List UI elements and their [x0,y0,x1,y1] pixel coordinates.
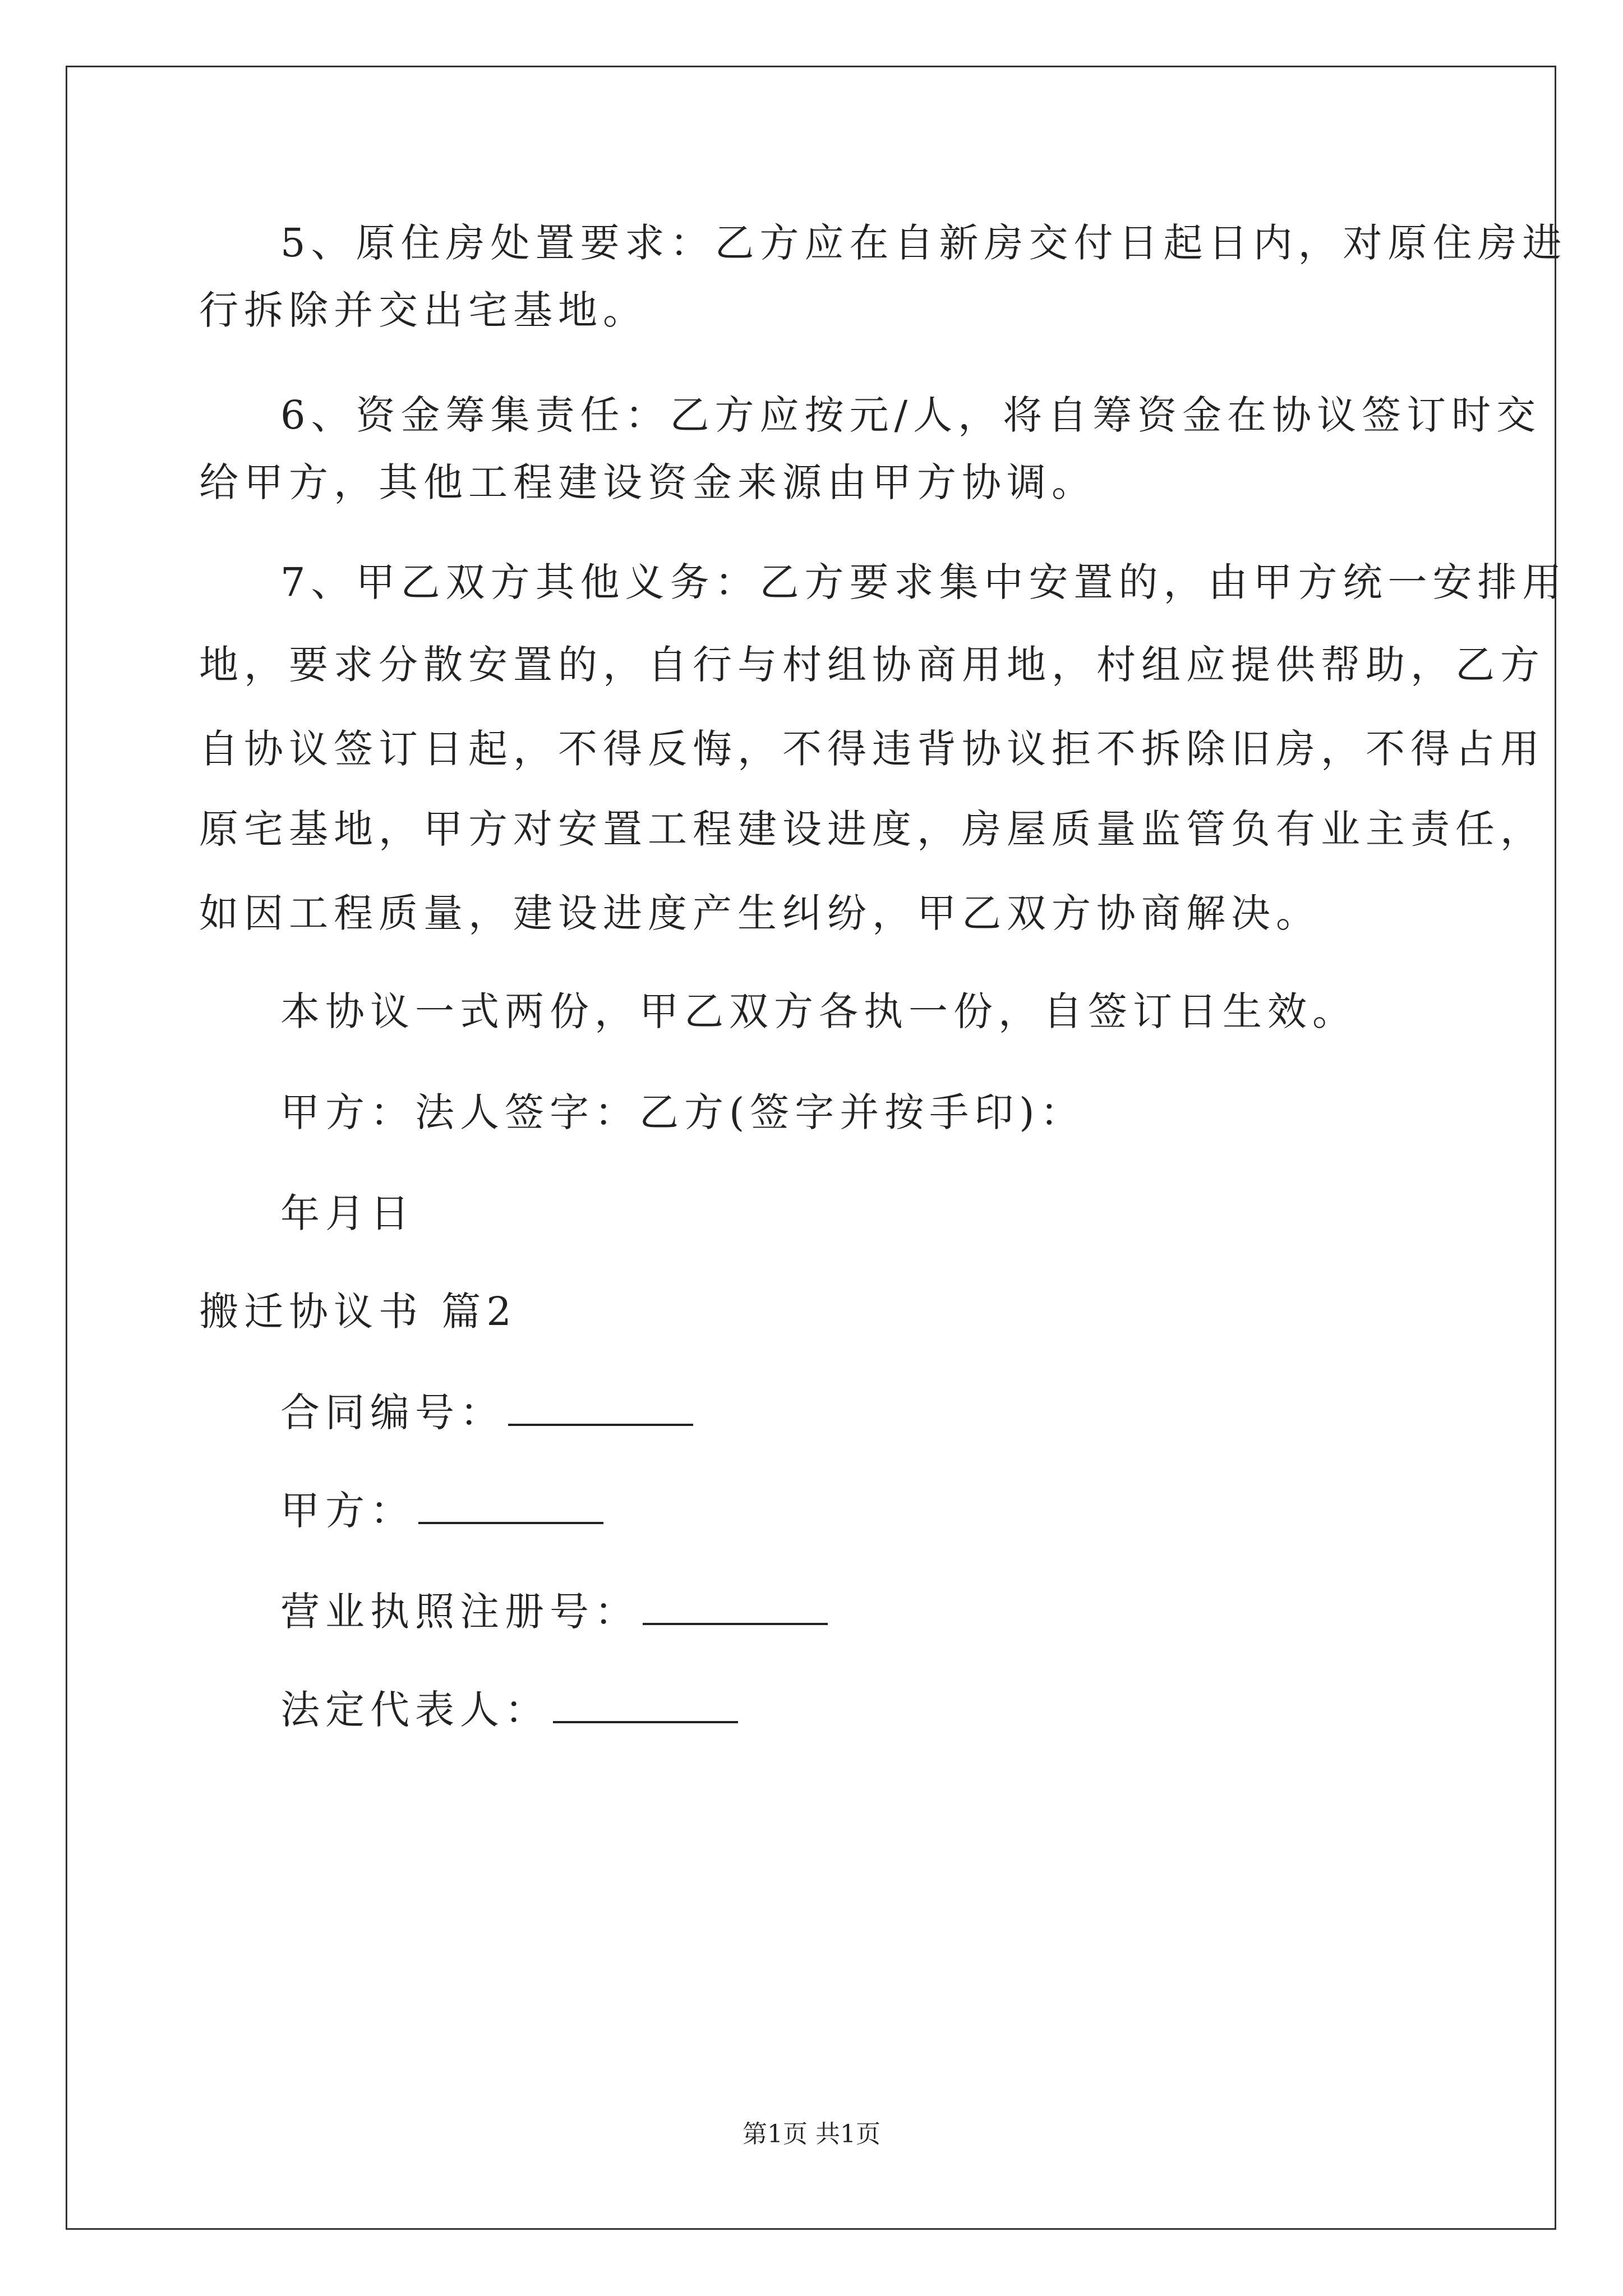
party-a-blank [418,1488,603,1524]
signature-line: 甲方：法人签字：乙方(签字并按手印)： [280,1089,1085,1135]
party-a-field [280,1485,603,1536]
field-label: 甲方： [280,1488,415,1534]
paragraph-line: 6、资金筹集责任：乙方应按元/人，将自筹资金在协议签订时交 [280,392,1542,438]
paragraph-line: 7、甲乙双方其他义务：乙方要求集中安置的，由甲方统一安排用 [280,559,1567,605]
field-label: 营业执照注册号： [280,1589,639,1635]
paragraph-line: 本协议一式两份，甲乙双方各执一份，自签订日生效。 [280,988,1357,1034]
paragraph-line: 自协议签订日起，不得反悔，不得违背协议拒不拆除旧房，不得占用 [199,726,1545,772]
section-title: 搬迁协议书 篇2 [199,1289,517,1335]
field-label: 合同编号： [280,1389,505,1435]
business-license-blank [643,1589,828,1625]
paragraph-line: 行拆除并交出宅基地。 [199,287,648,333]
legal-representative-blank [553,1687,738,1723]
business-license-field [280,1586,828,1637]
field-label: 法定代表人： [280,1687,550,1733]
contract-number-blank [508,1390,693,1426]
page-footer: 第1页 共1页 [743,2120,880,2148]
paragraph-line: 5、原住房处置要求：乙方应在自新房交付日起日内，对原住房进 [280,220,1567,266]
date-line: 年月日 [280,1190,415,1236]
paragraph-line: 原宅基地，甲方对安置工程建设进度，房屋质量监管负有业主责任， [199,806,1545,852]
paragraph-line: 如因工程质量，建设进度产生纠纷，甲乙双方协商解决。 [199,890,1321,936]
contract-number-field [280,1387,693,1438]
paragraph-line: 地，要求分散安置的，自行与村组协商用地，村组应提供帮助，乙方 [199,642,1545,688]
paragraph-line: 给甲方，其他工程建设资金来源由甲方协调。 [199,459,1096,505]
legal-representative-field [280,1685,738,1735]
